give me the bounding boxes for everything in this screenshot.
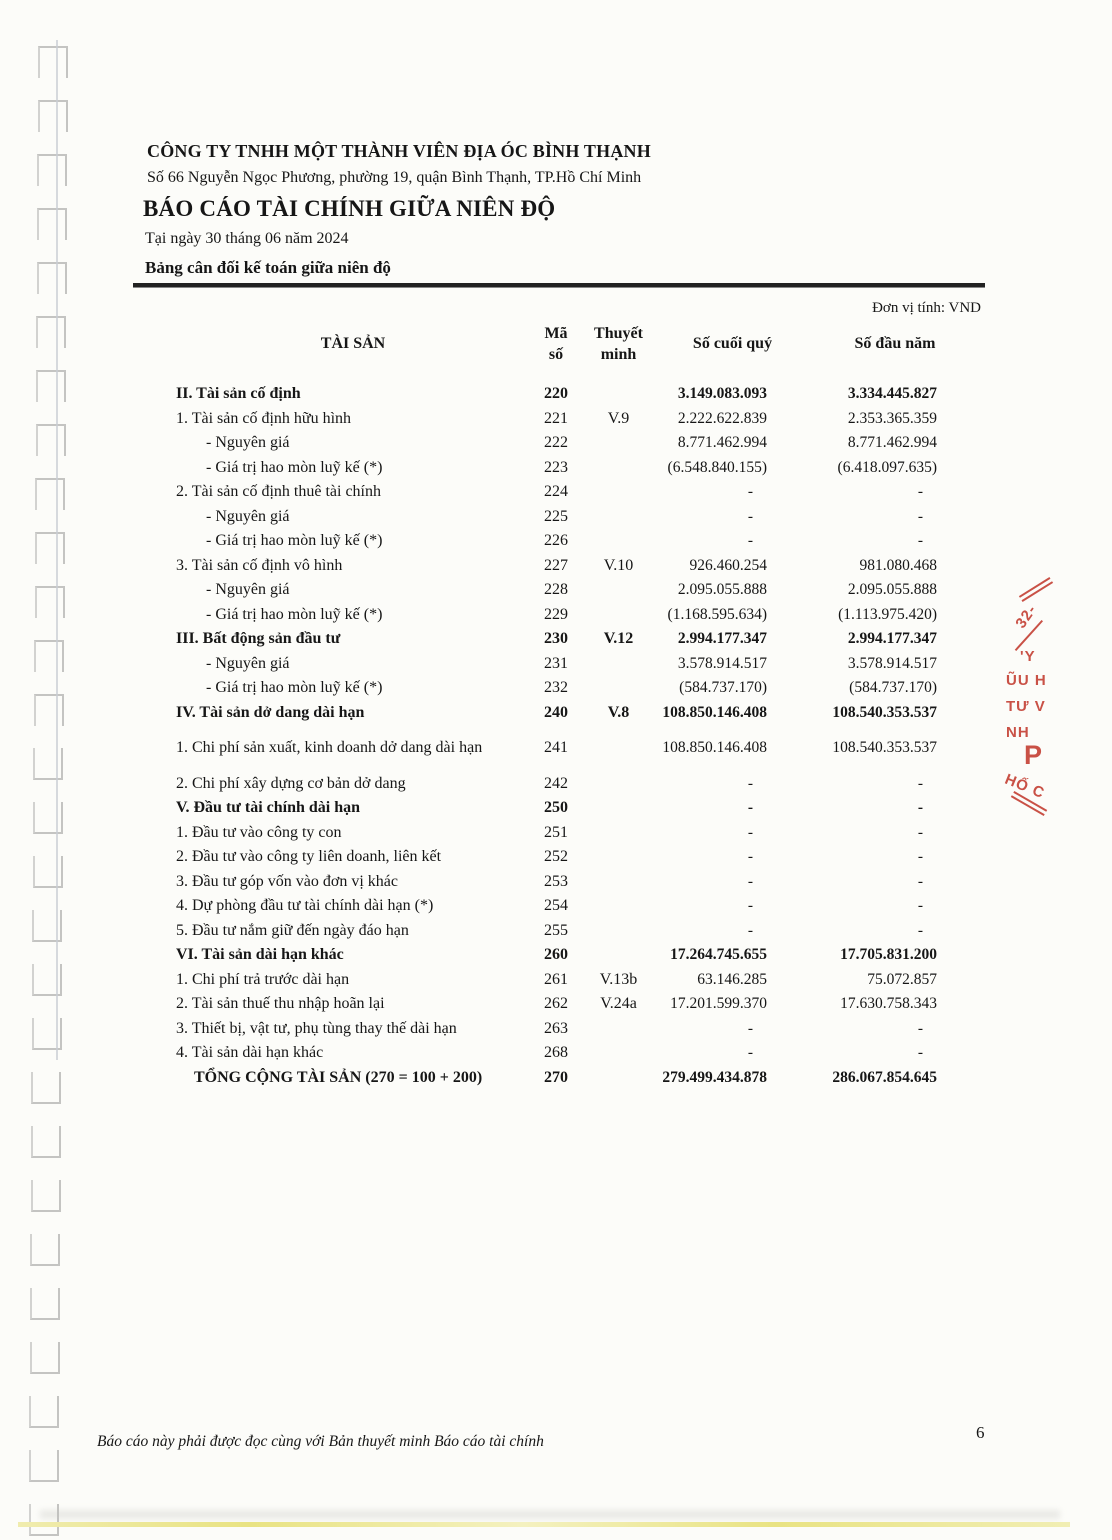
row-label: 3. Đầu tư góp vốn vào đơn vị khác [176,872,398,890]
table-row [133,772,985,797]
row-beginning-of-year-value: - [917,823,923,841]
column-header-beginning-of-year: Số đầu năm [854,335,936,352]
row-note [582,480,655,505]
row-label: - Nguyên giá [206,654,290,672]
table-body [133,382,985,1090]
row-label: 3. Thiết bị, vật tư, phụ tùng thay thế dài hạn [176,1019,457,1037]
row-note [582,772,655,797]
row-code: 262 [544,995,568,1012]
row-end-of-quarter-value: 63.146.285 [697,970,767,988]
row-beginning-of-year-value: - [917,799,923,816]
table-row [133,578,985,603]
table-row [133,505,985,530]
row-end-of-quarter-value: (584.737.170) [679,679,767,696]
row-end-of-quarter-value: (6.548.840.155) [667,458,767,476]
row-note: V.8 [607,703,630,721]
row-label: 1. Tài sản cố định hữu hình [176,409,352,427]
table-row [133,701,985,726]
row-label: 1. Đầu tư vào công ty con [176,823,342,841]
binding-hole [38,46,68,78]
row-label: - Nguyên giá [206,507,290,525]
row-label: 2. Tài sản thuế thu nhập hoãn lại [176,995,385,1012]
table-row [133,943,985,968]
stamp-text-fragment: TƯ V [1006,698,1046,715]
row-beginning-of-year-value: (584.737.170) [849,679,937,696]
row-note [582,919,655,944]
column-header-end-of-quarter: Số cuối quý [692,335,773,352]
binding-hole [31,1180,61,1212]
row-beginning-of-year-value: 2.353.365.359 [847,409,937,427]
row-label: TỔNG CỘNG TÀI SẢN (270 = 100 + 200) [194,1068,483,1086]
row-end-of-quarter-value: 2.994.177.347 [677,630,767,647]
row-label: - Nguyên giá [206,434,290,451]
row-beginning-of-year-value: 3.578.914.517 [847,654,937,672]
next-page-edge [18,1522,1070,1527]
table-row [133,382,985,407]
report-title: BÁO CÁO TÀI CHÍNH GIỮA NIÊN ĐỘ [143,196,556,221]
row-end-of-quarter-value: 108.850.146.408 [662,703,767,721]
table-row [133,845,985,870]
row-beginning-of-year-value: - [917,848,923,865]
row-note: V.12 [603,630,634,647]
row-end-of-quarter-value: (1.168.595.634) [667,605,767,623]
row-beginning-of-year-value: - [917,921,923,939]
row-beginning-of-year-value: 3.334.445.827 [847,385,937,402]
binding-hole [36,370,66,402]
row-label: V. Đầu tư tài chính dài hạn [176,799,361,816]
binding-hole [29,1504,59,1536]
row-code: 228 [544,581,568,598]
row-note [582,845,655,870]
row-label: 1. Chi phí sản xuất, kinh doanh dở dang dài hạn [176,739,483,756]
binding-hole [37,208,67,240]
row-note: V.13b [599,970,638,988]
row-note [582,1017,655,1042]
page-number: 6 [976,1423,985,1442]
stamp-text-fragment: P [1024,740,1044,770]
row-label: 2. Chi phí xây dựng cơ bản dở dang [176,774,406,792]
row-label: II. Tài sản cố định [176,385,301,402]
row-code: 230 [544,630,568,647]
row-note: V.9 [607,409,630,427]
row-beginning-of-year-value: 75.072.857 [867,970,937,988]
row-note [582,505,655,530]
row-note: V.24a [600,995,637,1012]
table-row [133,652,985,677]
row-label: 4. Tài sản dài hạn khác [176,1044,324,1061]
row-note [582,603,655,628]
row-label: III. Bất động sản đầu tư [176,630,341,647]
row-code: 251 [544,823,568,841]
binding-hole [34,694,64,726]
row-end-of-quarter-value: - [747,897,753,914]
table-row [133,1041,985,1066]
row-label: 4. Dự phòng đầu tư tài chính dài hạn (*) [176,897,434,914]
row-beginning-of-year-value: 981.080.468 [859,556,937,574]
row-note [582,382,655,407]
row-note [582,870,655,895]
row-label: VI. Tài sản dài hạn khác [176,946,344,963]
binding-hole [33,856,63,888]
row-label: IV. Tài sản dở dang dài hạn [176,703,365,721]
row-end-of-quarter-value: 17.264.745.655 [670,946,767,963]
row-label: 2. Tài sản cố định thuê tài chính [176,483,381,500]
row-code: 232 [544,679,568,696]
row-end-of-quarter-value: - [747,823,753,841]
row-code: 225 [544,507,568,525]
binding-hole [35,586,65,618]
row-end-of-quarter-value: 2.095.055.888 [677,581,767,598]
row-label: 3. Tài sản cố định vô hình [176,556,343,574]
red-stamp [1002,582,1080,817]
stamp-text-fragment: NH [1006,724,1030,741]
row-label: - Giá trị hao mòn luỹ kế (*) [206,605,383,623]
binding-hole [35,532,65,564]
row-code: 268 [544,1044,568,1061]
row-beginning-of-year-value: 8.771.462.994 [847,434,937,451]
table-row [133,480,985,505]
row-label: - Giá trị hao mòn luỹ kế (*) [206,532,383,549]
row-code: 242 [544,774,568,792]
table-row [133,894,985,919]
company-name: CÔNG TY TNHH MỘT THÀNH VIÊN ĐỊA ÓC BÌNH THẠNH [147,141,651,161]
table-row [133,627,985,652]
row-beginning-of-year-value: - [917,872,923,890]
row-code: 240 [544,703,568,721]
binding-hole [31,1126,61,1158]
table-row [133,821,985,846]
section-title: Bảng cân đối kế toán giữa niên độ [145,258,391,277]
row-code: 227 [544,556,568,574]
binding-hole [29,1396,59,1428]
row-code: 252 [544,848,568,865]
row-end-of-quarter-value: 926.460.254 [689,556,767,574]
row-beginning-of-year-value: - [917,483,923,500]
row-beginning-of-year-value: (1.113.975.420) [838,605,937,623]
row-note [582,1041,655,1066]
row-code: 224 [544,483,568,500]
row-code: 241 [544,739,568,756]
binding-hole [34,640,64,672]
table-row [133,407,985,432]
row-code: 263 [544,1019,568,1037]
stamp-text-fragment: 'Y [1020,648,1036,665]
row-code: 255 [544,921,568,939]
stamp-arc-line [1019,577,1053,602]
row-end-of-quarter-value: - [747,921,753,939]
table-row [133,968,985,993]
binding-hole [30,1342,60,1374]
row-label: - Nguyên giá [206,581,290,598]
row-code: 250 [544,799,568,816]
table-row [133,870,985,895]
row-label: 1. Chi phí trả trước dài hạn [176,970,350,988]
column-header-asset: TÀI SẢN [320,335,386,352]
scan-smear [40,1510,1060,1519]
row-note [582,652,655,677]
table-row [133,676,985,701]
row-end-of-quarter-value: - [747,799,753,816]
row-code: 222 [544,434,568,451]
row-code: 220 [544,385,568,402]
row-note [582,529,655,554]
binding-hole [37,154,67,186]
row-code: 231 [544,654,568,672]
table-row [133,554,985,579]
row-end-of-quarter-value: 8.771.462.994 [677,434,767,451]
scan-edge-line [56,40,58,1060]
binding-hole [33,802,63,834]
binding-hole [38,100,68,132]
binding-hole [36,316,66,348]
row-code: 253 [544,872,568,890]
table-row [133,603,985,628]
row-code: 260 [544,946,568,963]
table-row [133,456,985,481]
row-beginning-of-year-value: 17.630.758.343 [840,995,937,1012]
row-code: 226 [544,532,568,549]
row-beginning-of-year-value: 17.705.831.200 [840,946,937,963]
row-end-of-quarter-value: 3.578.914.517 [677,654,767,672]
row-beginning-of-year-value: (6.418.097.635) [837,458,937,476]
row-end-of-quarter-value: 2.222.622.839 [677,409,767,427]
binding-hole [36,424,66,456]
table-row [133,919,985,944]
row-code: 223 [544,458,568,476]
row-end-of-quarter-value: - [747,774,753,792]
row-end-of-quarter-value: - [747,532,753,549]
row-end-of-quarter-value: - [747,1019,753,1037]
row-note [582,796,655,821]
row-note [582,943,655,968]
table-row [133,529,985,554]
row-note [582,736,655,761]
row-end-of-quarter-value: 108.850.146.408 [662,739,767,756]
row-end-of-quarter-value: - [747,872,753,890]
row-note [582,456,655,481]
footer-note: Báo cáo này phải được đọc cùng với Bản thuyết minh Báo cáo tài chính [97,1433,544,1450]
row-note [582,821,655,846]
binding-hole [37,262,67,294]
row-beginning-of-year-value: - [917,774,923,792]
row-note [582,894,655,919]
row-beginning-of-year-value: 2.994.177.347 [847,630,937,647]
row-beginning-of-year-value: 108.540.353.537 [832,703,937,721]
unit-label: Đơn vị tính: VND [872,300,981,316]
table-row [133,431,985,456]
binding-hole [29,1450,59,1482]
row-beginning-of-year-value: 108.540.353.537 [832,739,937,756]
row-beginning-of-year-value: - [917,507,923,525]
row-note [582,578,655,603]
binding-hole [31,1072,61,1104]
row-code: 229 [544,605,568,623]
binding-hole [30,1288,60,1320]
row-code: 221 [544,409,568,427]
row-end-of-quarter-value: - [747,1044,753,1061]
row-end-of-quarter-value: - [747,483,753,500]
report-date: Tại ngày 30 tháng 06 năm 2024 [145,230,349,247]
row-beginning-of-year-value: - [917,532,923,549]
company-address: Số 66 Nguyễn Ngọc Phương, phường 19, quận Bình Thạnh, TP.Hồ Chí Minh [147,169,642,186]
table-row [133,736,985,761]
row-beginning-of-year-value: - [917,1044,923,1061]
row-end-of-quarter-value: 17.201.599.370 [670,995,767,1012]
row-end-of-quarter-value: 279.499.434.878 [662,1068,767,1086]
row-label: - Giá trị hao mòn luỹ kế (*) [206,679,383,696]
report-content [133,141,985,1090]
binding-hole [35,478,65,510]
row-label: - Giá trị hao mòn luỹ kế (*) [206,458,383,476]
row-beginning-of-year-value: 2.095.055.888 [847,581,937,598]
divider-rule [133,283,985,287]
row-end-of-quarter-value: - [747,848,753,865]
row-beginning-of-year-value: 286.067.854.645 [832,1068,937,1086]
row-beginning-of-year-value: - [917,1019,923,1037]
stamp-text-fragment: ŨU H [1006,672,1047,689]
table-row [133,1017,985,1042]
row-note [582,431,655,456]
row-note [582,676,655,701]
table-header [133,319,985,369]
row-end-of-quarter-value: 3.149.083.093 [677,385,767,402]
row-label: 2. Đầu tư vào công ty liên doanh, liên kết [176,848,442,865]
column-header-code: Mã số [544,325,568,363]
stamp-text-fragment: HỐ C [1002,770,1048,803]
row-label: 5. Đầu tư nắm giữ đến ngày đáo hạn [176,921,409,939]
row-note [582,1066,655,1091]
row-code: 270 [544,1068,568,1086]
table-row [133,796,985,821]
binding-hole [33,748,63,780]
column-header-note: Thuyết minh [594,325,643,363]
table-row [133,992,985,1017]
row-code: 254 [544,897,568,914]
table-row [133,1066,985,1091]
row-beginning-of-year-value: - [917,897,923,914]
row-note: V.10 [603,556,634,574]
row-code: 261 [544,970,568,988]
binding-hole [30,1234,60,1266]
stamp-text-fragment: 32- [1012,601,1041,632]
row-end-of-quarter-value: - [747,507,753,525]
